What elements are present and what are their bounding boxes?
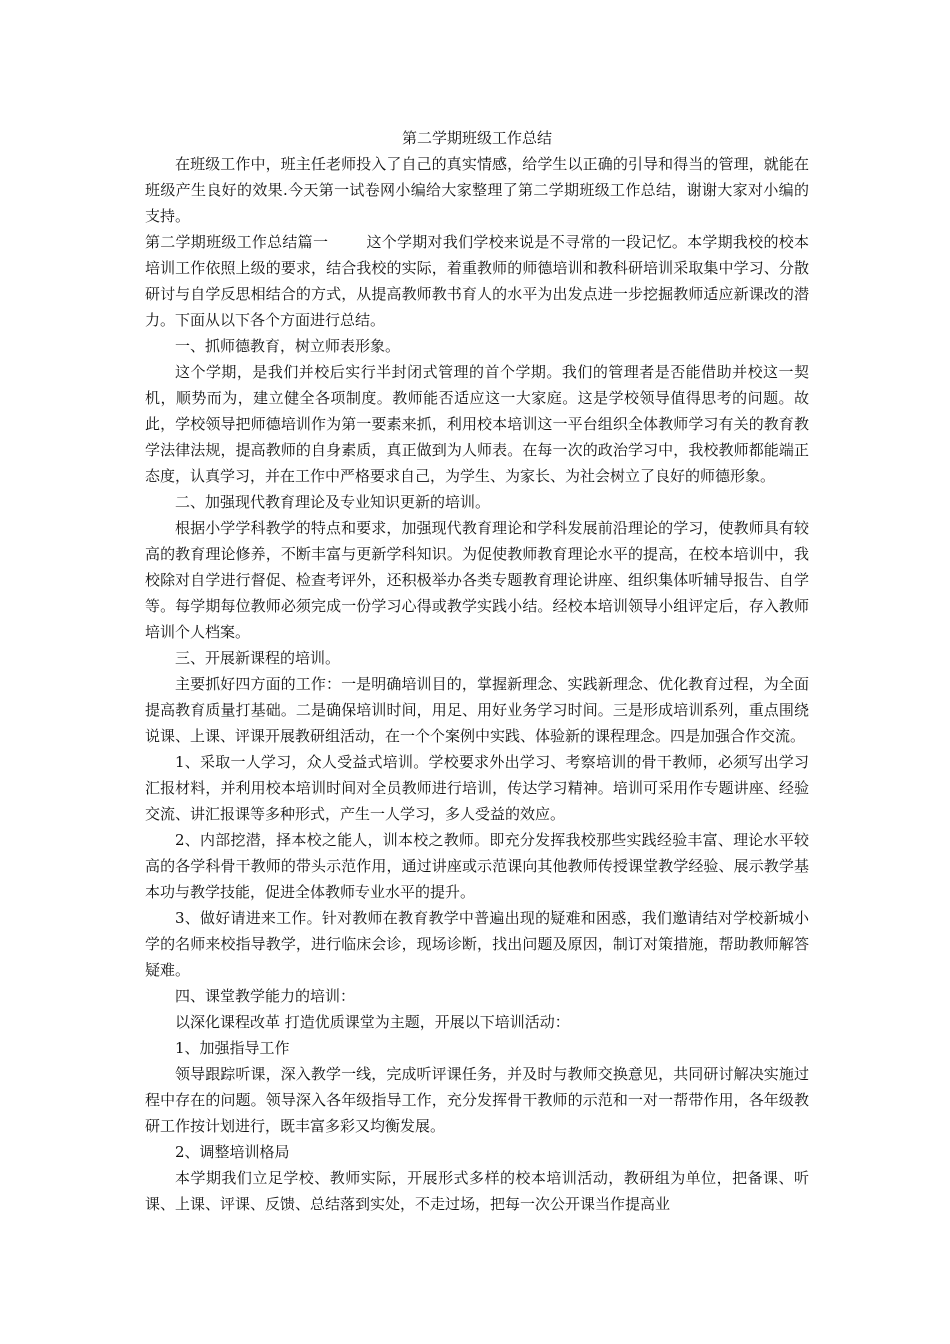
document-title: 第二学期班级工作总结: [401, 129, 552, 147]
paragraph: 领导跟踪听课，深入教学一线，完成听评课任务，并及时与教师交换意见，共同研讨解决实施过程中存在的问题。领导深入各年级指导工作，充分发挥骨干教师的示范和一对一帮带作用，各年级教研工作按计划进行，既丰富多彩又均衡发展。: [145, 1065, 809, 1135]
paragraph: 3、做好请进来工作。针对教师在教育教学中普遍出现的疑难和困惑，我们邀请结对学校新城小学的名师来校指导教学，进行临床会诊，现场诊断，找出问题及原因，制订对策措施，帮助教师解答疑难。: [145, 909, 809, 979]
heading-4: 四、课堂教学能力的培训：: [175, 987, 356, 1005]
paragraph: 本学期我们立足学校、教师实际，开展形式多样的校本培训活动，教研组为单位，把备课、听课、上课、评课、反馈、总结落到实处，不走过场，把每一次公开课当作提高业: [145, 1169, 809, 1213]
heading-3: 三、开展新课程的培训。: [175, 649, 341, 667]
paragraph: 主要抓好四方面的工作：一是明确培训目的，掌握新理念、实践新理念、优化教育过程，为全面提高教育质量打基础。二是确保培训时间，用足、用好业务学习时间。三是形成培训系列，重点围绕说课、上课、评课开展教研组活动，在一个个案例中实践、体验新的课程理念。四是加强合作交流。: [145, 675, 809, 745]
document-body: [145, 125, 809, 1217]
section-heading: 第二学期班级工作总结篇一: [145, 233, 329, 251]
heading-2: 二、加强现代教育理论及专业知识更新的培训。: [175, 493, 491, 511]
heading-1: 一、抓师德教育，树立师表形象。: [175, 337, 401, 355]
subheading-2: 2、调整培训格局: [175, 1143, 290, 1161]
paragraph: 2、内部挖潜，择本校之能人，训本校之教师。即充分发挥我校那些实践经验丰富、理论水平较高的各学科骨干教师的带头示范作用，通过讲座或示范课向其他教师传授课堂教学经验、展示教学基本功与教学技能，促进全体教师专业水平的提升。: [145, 831, 809, 901]
paragraph: 这个学期，是我们并校后实行半封闭式管理的首个学期。我们的管理者是否能借助并校这一契机，顺势而为，建立健全各项制度。教师能否适应这一大家庭。这是学校领导值得思考的问题。故此，学校领导把师德培训作为第一要素来抓，利用校本培训这一平台组织全体教师学习有关的教育教学法律法规，提高教师的自身素质，真正做到为人师表。在每一次的政治学习中，我校教师都能端正态度，认真学习，并在工作中严格要求自己，为学生、为家长、为社会树立了良好的师德形象。: [145, 363, 809, 485]
intro-paragraph: 在班级工作中，班主任老师投入了自己的真实情感，给学生以正确的引导和得当的管理，就能在班级产生良好的效果.今天第一试卷网小编给大家整理了第二学期班级工作总结，谢谢大家对小编的支持。: [145, 155, 809, 225]
section-opening-text: 这个学期对我们学校来说是不寻常的一段记忆。本学期我校的校本培训工作依照上级的要求，结合我校的实际，着重教师的师德培训和教科研培训采取集中学习、分散研讨与自学反思相结合的方式，从提高教师教书育人的水平为出发点进一步挖掘教师适应新课改的潜力。下面从以下各个方面进行总结。: [145, 233, 809, 329]
paragraph: 以深化课程改革 打造优质课堂为主题，开展以下培训活动：: [175, 1013, 570, 1031]
subheading-1: 1、加强指导工作: [175, 1039, 290, 1057]
section-first-paragraph: [145, 229, 809, 333]
paragraph: 根据小学学科教学的特点和要求，加强现代教育理论和学科发展前沿理论的学习，使教师具有较高的教育理论修养，不断丰富与更新学科知识。为促使教师教育理论水平的提高，在校本培训中，我校除对自学进行督促、检查考评外，还积极举办各类专题教育理论讲座、组织集体听辅导报告、自学等。每学期每位教师必须完成一份学习心得或教学实践小结。经校本培训领导小组评定后，存入教师培训个人档案。: [145, 519, 809, 641]
paragraph: 1、采取一人学习，众人受益式培训。学校要求外出学习、考察培训的骨干教师，必须写出学习汇报材料，并利用校本培训时间对全员教师进行培训，传达学习精神。培训可采用作专题讲座、经验交流、讲汇报课等多种形式，产生一人学习，多人受益的效应。: [145, 753, 809, 823]
